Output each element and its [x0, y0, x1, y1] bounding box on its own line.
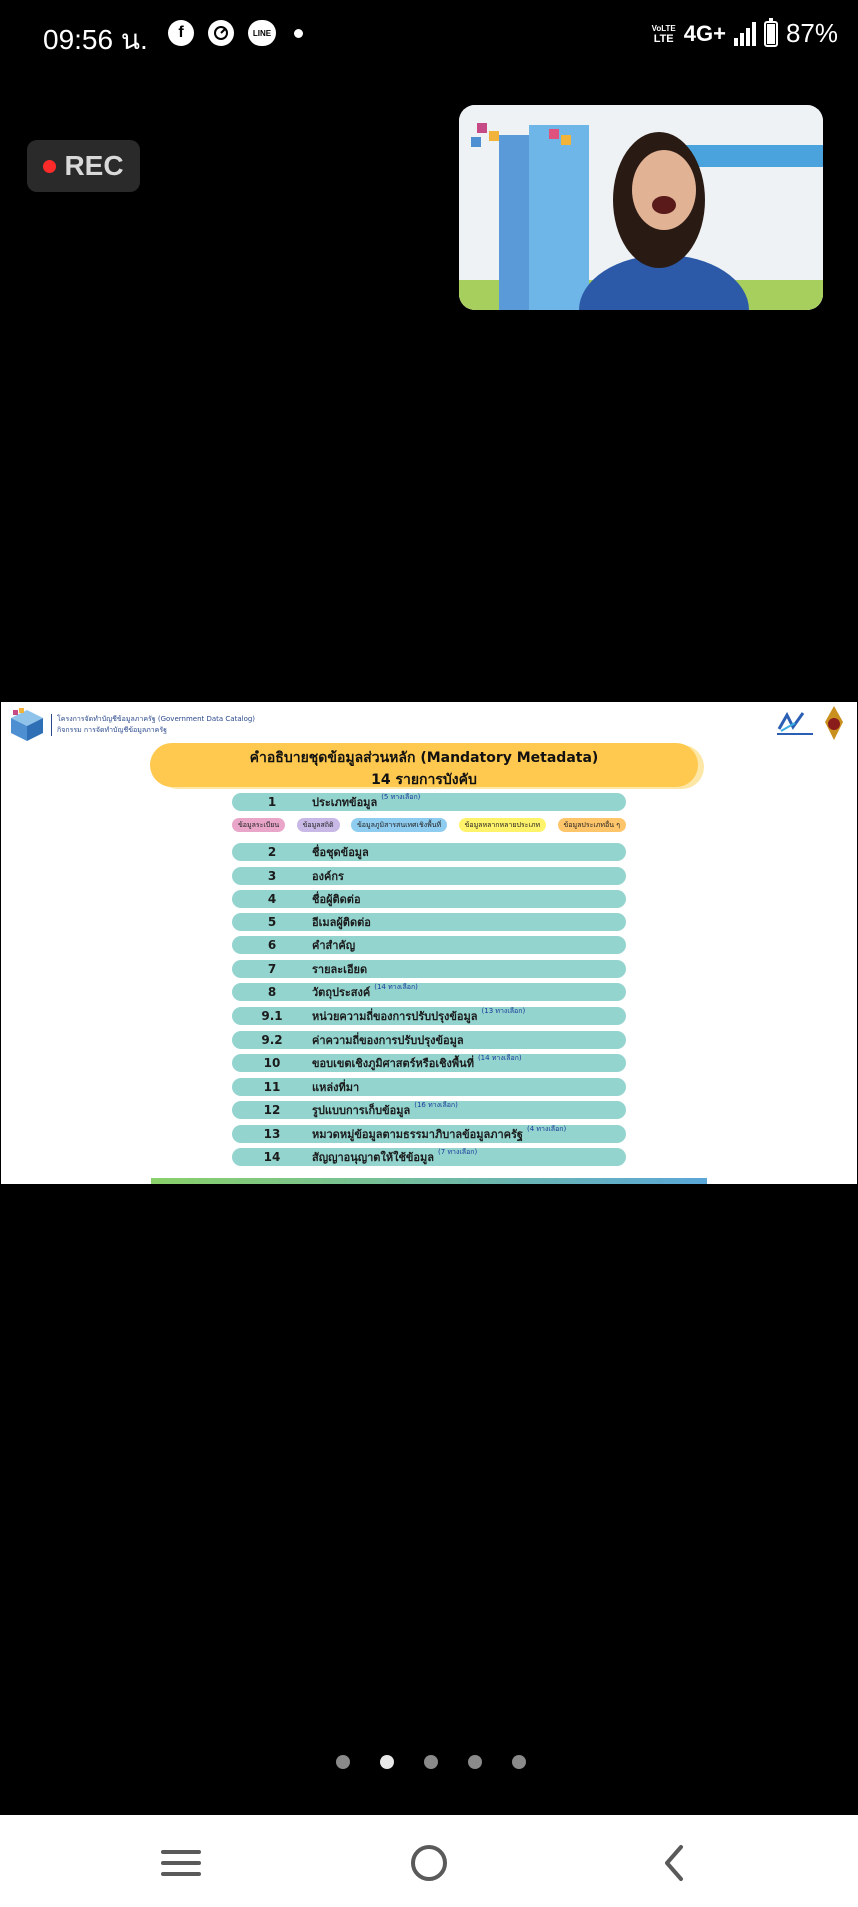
- status-bar: [0, 0, 858, 70]
- recording-label: REC: [64, 150, 124, 181]
- metadata-row-note: (4 ทางเลือก): [527, 1124, 567, 1133]
- more-dot-icon: [294, 29, 303, 38]
- status-time: 09:56 น.: [43, 24, 148, 55]
- volte-icon: VoLTE LTE: [651, 23, 676, 45]
- data-type-chip: ข้อมูลสถิติ: [297, 818, 340, 832]
- metadata-row-note: (5 ทางเลือก): [381, 792, 421, 801]
- data-type-chip: ข้อมูลหลากหลายประเภท: [459, 818, 547, 832]
- metadata-row-label: แหล่งที่มา: [312, 1081, 360, 1094]
- metadata-row: [232, 843, 626, 861]
- home-circle-icon: [409, 1843, 449, 1883]
- metadata-row-note: (16 ทางเลือก): [414, 1100, 458, 1109]
- line-app-icon: LINE: [248, 20, 276, 46]
- battery-icon: [764, 21, 778, 47]
- metadata-row-label: องค์กร: [312, 870, 344, 883]
- slide-title: คำอธิบายชุดข้อมูลส่วนหลัก (Mandatory Metadata): [249, 750, 599, 766]
- back-button[interactable]: [650, 1843, 698, 1883]
- facebook-icon: f: [168, 20, 194, 46]
- network-type: 4G+: [683, 20, 726, 46]
- metadata-row-number: 12: [263, 1103, 281, 1117]
- metadata-row: [232, 983, 626, 1001]
- metadata-row: [232, 1007, 626, 1025]
- royal-emblem-icon: [823, 706, 845, 740]
- navigation-bar: [0, 1815, 858, 1907]
- slide-subtitle: 14 รายการบังคับ: [371, 772, 477, 788]
- metadata-row: [232, 1125, 626, 1143]
- back-chevron-icon: [659, 1843, 689, 1883]
- page-dot[interactable]: [424, 1755, 438, 1769]
- metadata-row: [232, 936, 626, 954]
- record-dot-icon: [43, 160, 56, 173]
- metadata-row: [232, 793, 626, 811]
- metadata-row: [232, 1078, 626, 1096]
- metadata-row-number: 1: [267, 795, 277, 809]
- metadata-row: [232, 1148, 626, 1166]
- metadata-row-label: สัญญาอนุญาตให้ใช้ข้อมูล: [312, 1151, 435, 1164]
- metadata-row-label: หมวดหมู่ข้อมูลตามธรรมาภิบาลข้อมูลภาครัฐ: [312, 1128, 524, 1141]
- metadata-row-label: ประเภทข้อมูล: [312, 796, 378, 809]
- battery-percent: 87%: [785, 18, 838, 48]
- signal-icon: [734, 22, 756, 46]
- metadata-row-number: 10: [263, 1056, 281, 1070]
- data-type-chip: ข้อมูลประเภทอื่น ๆ: [558, 818, 626, 832]
- metadata-row-label: หน่วยความถี่ของการปรับปรุงข้อมูล: [312, 1010, 478, 1023]
- metadata-row-note: (13 ทางเลือก): [481, 1006, 526, 1015]
- slide-header-line2: กิจกรรม การจัดทำบัญชีข้อมูลภาครัฐ: [57, 726, 167, 734]
- metadata-row-note: (7 ทางเลือก): [438, 1147, 478, 1156]
- metadata-row-label: ค่าความถี่ของการปรับปรุงข้อมูล: [312, 1034, 464, 1047]
- metadata-row: [232, 890, 626, 908]
- agency-logo-icon: [773, 709, 817, 737]
- data-type-chip: ข้อมูลภูมิสารสนเทศเชิงพื้นที่: [351, 818, 447, 832]
- metadata-row-number: 13: [263, 1127, 281, 1141]
- page-dot[interactable]: [380, 1755, 394, 1769]
- metadata-row-label: ชื่อชุดข้อมูล: [312, 846, 369, 859]
- metadata-row-number: 8: [267, 985, 277, 999]
- shared-slide: [1, 702, 857, 1184]
- metadata-row-label: อีเมลผู้ติดต่อ: [312, 916, 371, 929]
- slide-header: [9, 708, 255, 742]
- metadata-row-label: วัตถุประสงค์: [312, 986, 371, 999]
- recents-button[interactable]: [157, 1843, 205, 1883]
- metadata-row: [232, 1031, 626, 1049]
- video-feed-image: [459, 105, 823, 310]
- agency-logos: [773, 706, 845, 740]
- metadata-row-number: 2: [267, 845, 277, 859]
- metadata-row-number: 7: [267, 962, 277, 976]
- page-indicator[interactable]: [336, 1755, 526, 1769]
- metadata-row-label: คำสำคัญ: [312, 939, 356, 952]
- recording-indicator: [27, 140, 140, 192]
- metadata-row-note: (14 ทางเลือก): [477, 1053, 522, 1062]
- metadata-row-number: 14: [263, 1150, 281, 1164]
- metadata-row-number: 9.1: [261, 1009, 283, 1023]
- system-icons: [652, 18, 838, 49]
- metadata-row: [232, 913, 626, 931]
- page-dot[interactable]: [468, 1755, 482, 1769]
- gdc-cube-logo-icon: [9, 708, 45, 742]
- data-type-chips: [232, 818, 626, 832]
- speedometer-icon: [208, 20, 234, 46]
- metadata-row-label: รายละเอียด: [312, 963, 368, 976]
- metadata-row-note: (14 ทางเลือก): [374, 982, 418, 991]
- slide-bottom-bar: [151, 1178, 707, 1184]
- metadata-row: [232, 960, 626, 978]
- metadata-row-number: 4: [267, 892, 277, 906]
- metadata-row-number: 11: [263, 1080, 281, 1094]
- slide-header-line1: โครงการจัดทำบัญชีข้อมูลภาครัฐ (Government Data Catalog): [57, 715, 256, 723]
- metadata-row-number: 6: [267, 938, 277, 952]
- metadata-row-number: 5: [267, 915, 277, 929]
- metadata-row: [232, 1054, 626, 1072]
- metadata-row: [232, 1101, 626, 1119]
- menu-icon: [161, 1847, 201, 1879]
- metadata-row-label: รูปแบบการเก็บข้อมูล: [312, 1104, 411, 1117]
- slide-title-banner: [150, 743, 698, 787]
- participant-video-tile[interactable]: [459, 105, 823, 310]
- metadata-row-label: ชื่อผู้ติดต่อ: [312, 893, 361, 906]
- metadata-row-label: ขอบเขตเชิงภูมิศาสตร์หรือเชิงพื้นที่: [312, 1057, 474, 1070]
- notification-icons: [168, 20, 303, 46]
- metadata-row-number: 3: [267, 869, 277, 883]
- metadata-row-number: 9.2: [261, 1033, 283, 1047]
- data-type-chip: ข้อมูลระเบียน: [232, 818, 285, 832]
- page-dot[interactable]: [512, 1755, 526, 1769]
- page-dot[interactable]: [336, 1755, 350, 1769]
- metadata-row: [232, 867, 626, 885]
- home-button[interactable]: [405, 1843, 453, 1883]
